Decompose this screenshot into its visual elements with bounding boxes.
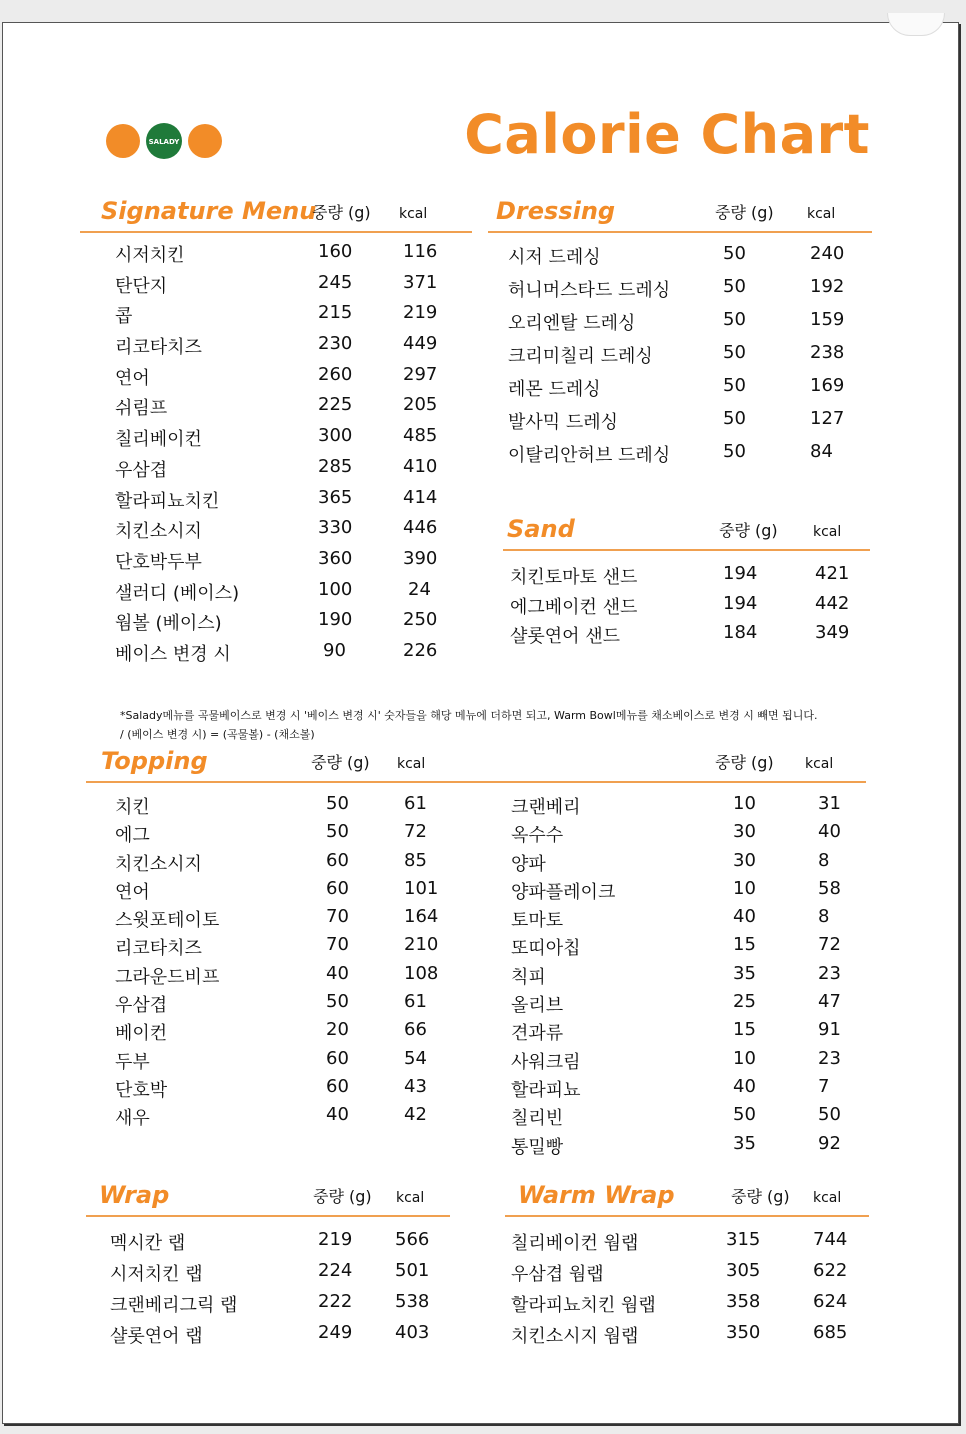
item-name: 올리브	[511, 995, 564, 1017]
item-weight: 50	[723, 342, 746, 363]
item-weight: 10	[733, 793, 756, 814]
weight-header: 중량 (g)	[731, 1187, 790, 1206]
dressing-title: Dressing	[496, 197, 616, 225]
list-item	[511, 1104, 866, 1132]
item-weight: 10	[733, 877, 756, 899]
item-name: 우삼겹 웜랩	[511, 1264, 604, 1285]
kcal-header: kcal	[399, 206, 428, 222]
item-kcal: 66	[404, 1019, 427, 1041]
item-name: 치킨소시지 웜랩	[511, 1326, 639, 1347]
item-kcal: 169	[810, 375, 845, 396]
item-kcal: 91	[818, 1019, 841, 1041]
item-weight: 60	[326, 877, 349, 899]
weight-header: 중량 (g)	[311, 753, 370, 772]
item-kcal: 538	[395, 1291, 430, 1312]
item-name: 치킨소시지	[115, 521, 202, 543]
item-weight: 35	[733, 1132, 756, 1154]
item-weight: 25	[733, 991, 756, 1013]
item-kcal: 47	[818, 991, 841, 1013]
list-item	[505, 1229, 869, 1260]
list-item	[86, 850, 476, 878]
page-title: Calorie Chart	[464, 103, 870, 166]
item-weight: 30	[733, 821, 756, 843]
item-weight: 40	[326, 1104, 349, 1126]
list-item	[488, 243, 872, 276]
item-name: 치킨	[115, 797, 150, 818]
item-name: 샬롯연어 샌드	[510, 626, 621, 647]
list-item	[80, 394, 472, 425]
list-item	[503, 622, 870, 652]
item-kcal: 61	[404, 991, 427, 1013]
item-kcal: 43	[404, 1075, 427, 1097]
item-weight: 100	[318, 578, 353, 600]
item-kcal: 744	[813, 1229, 848, 1250]
item-weight: 50	[723, 375, 746, 396]
item-name: 에그베이컨 샌드	[510, 596, 638, 618]
item-weight: 215	[318, 302, 353, 324]
item-weight: 50	[723, 309, 746, 330]
item-name: 시저 드레싱	[508, 247, 601, 268]
item-name: 연어	[115, 367, 150, 389]
item-name: 칠리베이컨	[115, 429, 202, 451]
list-item	[505, 1260, 869, 1291]
item-weight: 365	[318, 486, 353, 508]
item-weight: 35	[733, 962, 756, 984]
item-kcal: 622	[813, 1260, 848, 1281]
item-kcal: 192	[810, 276, 845, 297]
item-weight: 60	[326, 1075, 349, 1097]
list-item	[80, 241, 472, 272]
item-name: 크랜베리	[511, 797, 581, 818]
item-kcal: 238	[810, 342, 845, 363]
weight-header: 중량 (g)	[312, 203, 371, 222]
sand-title: Sand	[507, 515, 575, 543]
corner-button[interactable]	[887, 13, 945, 36]
list-item	[511, 991, 866, 1019]
item-weight: 315	[726, 1229, 761, 1250]
item-weight: 50	[723, 408, 746, 429]
list-item	[86, 821, 476, 849]
list-item	[80, 517, 472, 548]
item-weight: 60	[326, 849, 349, 871]
item-kcal: 449	[403, 333, 438, 355]
item-weight: 10	[733, 1047, 756, 1069]
sand-list	[503, 563, 870, 652]
kcal-header: kcal	[813, 524, 842, 540]
item-kcal: 414	[403, 486, 438, 508]
item-kcal: 84	[810, 441, 833, 462]
signature-section	[80, 195, 472, 671]
item-weight: 30	[733, 849, 756, 871]
list-item	[86, 991, 476, 1019]
item-kcal: 127	[810, 408, 845, 429]
weight-header-right: 중량 (g)	[715, 753, 774, 772]
item-kcal: 58	[818, 877, 841, 899]
list-item	[80, 487, 472, 518]
item-weight: 249	[318, 1322, 353, 1343]
item-kcal: 72	[818, 934, 841, 956]
item-kcal: 23	[818, 1047, 841, 1069]
item-weight: 350	[726, 1322, 761, 1343]
item-name: 사워크림	[511, 1051, 581, 1073]
item-weight: 50	[723, 276, 746, 297]
list-item	[86, 1229, 450, 1260]
dressing-section	[488, 195, 872, 474]
item-kcal: 116	[403, 241, 438, 262]
item-kcal: 624	[813, 1291, 848, 1312]
item-weight: 245	[318, 271, 353, 293]
list-item	[86, 878, 476, 906]
item-name: 견과류	[511, 1023, 564, 1045]
item-weight: 300	[318, 425, 353, 447]
item-name: 샐러디 (베이스)	[115, 582, 240, 604]
item-name: 연어	[115, 881, 150, 903]
list-item	[80, 272, 472, 303]
item-kcal: 101	[404, 877, 439, 899]
item-kcal: 349	[815, 622, 850, 643]
item-kcal: 240	[810, 243, 845, 264]
sand-section	[503, 513, 870, 652]
list-item	[488, 309, 872, 342]
list-item	[511, 963, 866, 991]
kcal-header: kcal	[807, 206, 836, 222]
list-item	[511, 1133, 866, 1161]
weight-header: 중량 (g)	[719, 521, 778, 540]
note-line-2: / (베이스 변경 시) = (곡물볼) - (채소볼)	[120, 728, 315, 741]
item-weight: 285	[318, 455, 353, 477]
item-weight: 222	[318, 1291, 353, 1312]
item-name: 허니머스타드 드레싱	[508, 280, 671, 301]
item-weight: 260	[318, 363, 353, 385]
item-weight: 50	[733, 1104, 756, 1126]
item-kcal: 566	[395, 1229, 430, 1250]
logo-text: SALADY	[148, 138, 180, 146]
item-name: 치킨소시지	[115, 853, 202, 875]
item-name: 할라피뇨치킨	[115, 490, 220, 512]
item-weight: 219	[318, 1229, 353, 1250]
item-kcal: 7	[818, 1075, 830, 1097]
list-item	[511, 1019, 866, 1047]
item-name: 발사믹 드레싱	[508, 412, 619, 433]
item-weight: 184	[723, 622, 758, 643]
topping-section	[86, 745, 866, 1158]
item-name: 크리미칠리 드레싱	[508, 346, 653, 367]
list-item	[80, 640, 472, 671]
list-item	[511, 878, 866, 906]
calorie-chart-page	[2, 22, 959, 1424]
item-weight: 305	[726, 1260, 761, 1281]
item-kcal: 297	[403, 363, 438, 385]
item-kcal: 72	[404, 821, 427, 843]
item-kcal: 31	[818, 793, 841, 814]
item-kcal: 485	[403, 425, 438, 447]
signature-title: Signature Menu	[101, 197, 317, 225]
item-kcal: 8	[818, 906, 830, 928]
list-item	[86, 1104, 476, 1132]
item-name: 쉬림프	[115, 398, 168, 420]
item-name: 통밀빵	[511, 1136, 564, 1158]
item-kcal: 410	[403, 455, 438, 477]
item-weight: 360	[318, 547, 353, 569]
warm-wrap-section	[505, 1179, 869, 1353]
item-kcal: 390	[403, 547, 438, 569]
list-item	[86, 793, 476, 821]
weight-header: 중량 (g)	[313, 1187, 372, 1206]
list-item	[80, 333, 472, 364]
item-kcal: 159	[810, 309, 845, 330]
list-item	[488, 276, 872, 309]
base-change-note	[120, 706, 900, 744]
item-name: 두부	[115, 1051, 150, 1073]
item-name: 단호박	[115, 1079, 168, 1101]
item-name: 이탈리안허브 드레싱	[508, 445, 671, 466]
list-item	[488, 375, 872, 408]
item-name: 칠리베이컨 웜랩	[511, 1233, 639, 1254]
topping-list-right	[511, 793, 866, 1161]
list-item	[80, 364, 472, 395]
item-kcal: 108	[404, 962, 439, 984]
signature-list	[80, 241, 472, 671]
dressing-list	[488, 243, 872, 474]
item-name: 베이컨	[115, 1023, 168, 1045]
item-kcal: 85	[404, 849, 427, 871]
item-kcal: 164	[404, 906, 439, 928]
item-name: 토마토	[511, 910, 564, 932]
list-item	[511, 821, 866, 849]
item-name: 크랜베리그릭 랩	[110, 1295, 238, 1316]
salady-logo	[103, 121, 225, 161]
item-kcal: 8	[818, 849, 830, 871]
list-item	[86, 963, 476, 991]
wrap-list	[86, 1229, 450, 1353]
list-item	[511, 850, 866, 878]
item-weight: 50	[723, 441, 746, 462]
item-weight: 90	[323, 639, 346, 661]
item-name: 단호박두부	[115, 551, 202, 573]
item-name: 우삼겹	[115, 995, 168, 1017]
item-name: 스윗포테이토	[115, 910, 220, 932]
item-kcal: 442	[815, 592, 850, 614]
kcal-header: kcal	[813, 1190, 842, 1206]
item-name: 칠리빈	[511, 1108, 564, 1130]
item-weight: 190	[318, 609, 353, 631]
item-name: 콥	[115, 306, 133, 328]
list-item	[488, 408, 872, 441]
item-name: 에그	[115, 825, 150, 847]
item-kcal: 92	[818, 1132, 841, 1154]
list-item	[86, 934, 476, 962]
item-name: 레몬 드레싱	[508, 379, 601, 400]
item-name: 우삼겹	[115, 459, 168, 481]
item-weight: 15	[733, 934, 756, 956]
item-weight: 70	[326, 934, 349, 956]
item-weight: 224	[318, 1260, 353, 1281]
item-weight: 160	[318, 241, 353, 262]
item-weight: 40	[326, 962, 349, 984]
item-name: 리코타치즈	[115, 337, 202, 359]
item-kcal: 226	[403, 639, 438, 661]
item-weight: 194	[723, 592, 758, 614]
item-weight: 50	[326, 793, 349, 814]
list-item	[488, 342, 872, 375]
item-kcal: 685	[813, 1322, 848, 1343]
item-weight: 194	[723, 563, 758, 584]
item-name: 양파플레이크	[511, 881, 616, 903]
item-kcal: 24	[408, 578, 431, 600]
item-kcal: 501	[395, 1260, 430, 1281]
list-item	[86, 1291, 450, 1322]
list-item	[511, 1048, 866, 1076]
list-item	[80, 609, 472, 640]
list-item	[80, 425, 472, 456]
item-name: 베이스 변경 시	[115, 643, 231, 665]
list-item	[511, 793, 866, 821]
item-kcal: 219	[403, 302, 438, 324]
topping-list-left	[86, 793, 476, 1133]
item-name: 샬롯연어 랩	[110, 1326, 203, 1347]
item-name: 양파	[511, 853, 546, 875]
list-item	[503, 593, 870, 623]
item-weight: 60	[326, 1047, 349, 1069]
item-name: 치킨토마토 샌드	[510, 567, 638, 588]
item-kcal: 61	[404, 793, 427, 814]
item-weight: 50	[326, 991, 349, 1013]
list-item	[511, 906, 866, 934]
list-item	[80, 579, 472, 610]
item-weight: 50	[326, 821, 349, 843]
item-name: 멕시칸 랩	[110, 1233, 186, 1254]
list-item	[86, 906, 476, 934]
list-item	[86, 1322, 450, 1353]
item-weight: 40	[733, 1075, 756, 1097]
item-name: 할라피뇨	[511, 1079, 581, 1101]
wrap-section	[86, 1179, 450, 1353]
list-item	[86, 1260, 450, 1291]
item-kcal: 250	[403, 609, 438, 631]
item-name: 새우	[115, 1108, 150, 1130]
item-kcal: 50	[818, 1104, 841, 1126]
item-name: 오리엔탈 드레싱	[508, 313, 636, 334]
list-item	[505, 1322, 869, 1353]
item-weight: 330	[318, 517, 353, 539]
item-kcal: 54	[404, 1047, 427, 1069]
item-name: 리코타치즈	[115, 938, 202, 960]
item-weight: 50	[723, 243, 746, 264]
kcal-header-right: kcal	[805, 756, 834, 772]
item-kcal: 205	[403, 394, 438, 416]
list-item	[511, 1076, 866, 1104]
item-kcal: 446	[403, 517, 438, 539]
note-line-1: *Salady메뉴를 곡물베이스로 변경 시 '베이스 변경 시' 숫자들을 해당 메뉴에 더하면 되고, Warm Bowl메뉴를 채소베이스로 변경 시 빼면 됩니다.	[120, 709, 818, 722]
wrap-title: Wrap	[99, 1181, 170, 1209]
item-name: 시저치킨 랩	[110, 1264, 203, 1285]
item-weight: 225	[318, 394, 353, 416]
item-kcal: 421	[815, 563, 850, 584]
item-weight: 358	[726, 1291, 761, 1312]
kcal-header: kcal	[397, 756, 426, 772]
list-item	[503, 563, 870, 593]
item-weight: 70	[326, 906, 349, 928]
item-name: 칙피	[511, 966, 546, 988]
list-item	[80, 548, 472, 579]
item-name: 탄단지	[115, 275, 168, 297]
item-kcal: 40	[818, 821, 841, 843]
warm-wrap-title: Warm Wrap	[518, 1181, 675, 1209]
kcal-header: kcal	[396, 1190, 425, 1206]
weight-header: 중량 (g)	[715, 203, 774, 222]
item-name: 시저치킨	[115, 245, 185, 266]
item-name: 옥수수	[511, 825, 564, 847]
list-item	[80, 302, 472, 333]
item-kcal: 403	[395, 1322, 430, 1343]
item-name: 웜볼 (베이스)	[115, 613, 222, 635]
topping-title: Topping	[101, 747, 208, 775]
item-weight: 20	[326, 1019, 349, 1041]
list-item	[86, 1048, 476, 1076]
warm-wrap-list	[505, 1229, 869, 1353]
list-item	[488, 441, 872, 474]
item-weight: 40	[733, 906, 756, 928]
item-kcal: 371	[403, 271, 438, 293]
list-item	[80, 456, 472, 487]
list-item	[511, 934, 866, 962]
list-item	[86, 1076, 476, 1104]
item-kcal: 42	[404, 1104, 427, 1126]
item-name: 그라운드비프	[115, 966, 220, 988]
item-name: 할라피뇨치킨 웜랩	[511, 1295, 656, 1316]
list-item	[505, 1291, 869, 1322]
item-name: 또띠아칩	[511, 938, 581, 960]
item-weight: 230	[318, 333, 353, 355]
item-kcal: 23	[818, 962, 841, 984]
item-weight: 15	[733, 1019, 756, 1041]
list-item	[86, 1019, 476, 1047]
item-kcal: 210	[404, 934, 439, 956]
